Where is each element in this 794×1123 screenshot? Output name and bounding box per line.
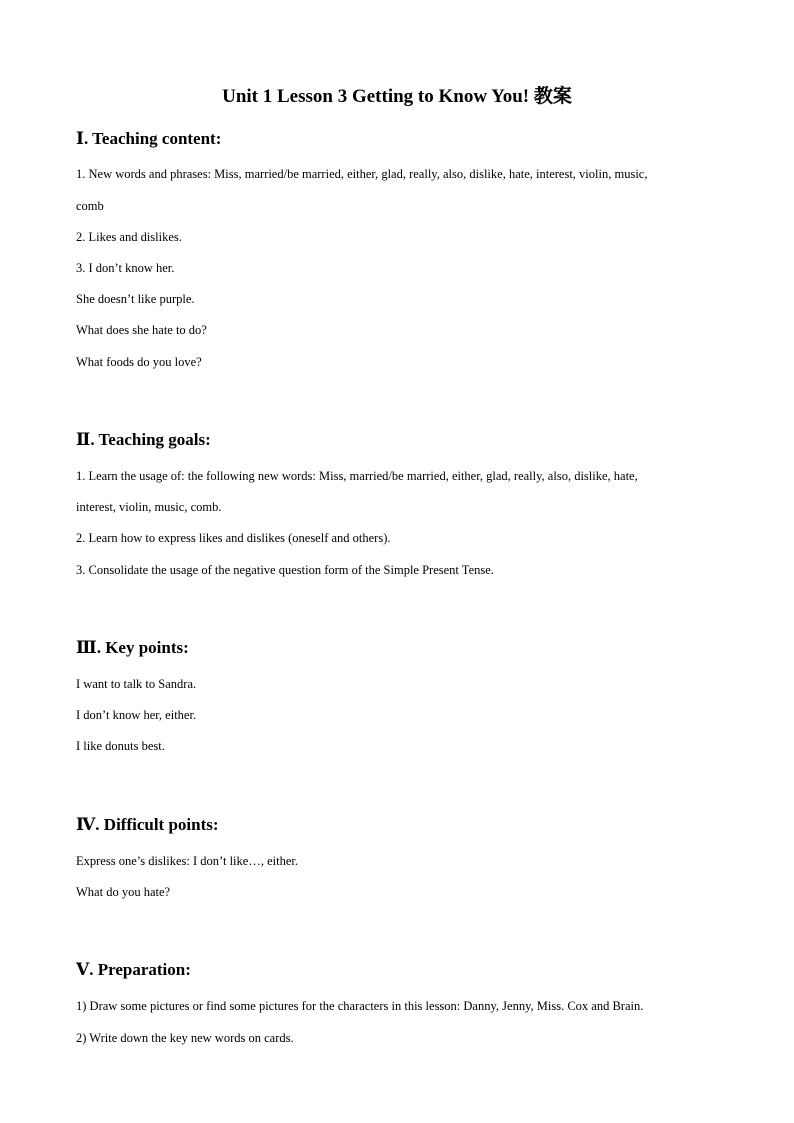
section-heading-teaching-content: Ⅰ. Teaching content:: [76, 129, 222, 148]
paragraph-line: 2) Write down the key new words on cards.: [76, 1031, 294, 1045]
paragraph-line: interest, violin, music, comb.: [76, 500, 222, 514]
paragraph-line: Express one’s dislikes: I don’t like…, either.: [76, 854, 298, 868]
paragraph-line: What do you hate?: [76, 885, 171, 899]
paragraph-line: What does she hate to do?: [76, 323, 207, 337]
paragraph-line: 1. New words and phrases: Miss, married/be married, either, glad, really, also, dislike, hate, interest, violin, music,: [76, 167, 648, 181]
paragraph-line: I don’t know her, either.: [76, 708, 197, 722]
page-title: Unit 1 Lesson 3 Getting to Know You! 教案: [222, 86, 572, 107]
paragraph-line: 2. Learn how to express likes and dislikes (oneself and others).: [76, 531, 391, 545]
paragraph-line: She doesn’t like purple.: [76, 292, 195, 306]
paragraph-line: What foods do you love?: [76, 355, 202, 369]
paragraph-line: 3. Consolidate the usage of the negative question form of the Simple Present Tense.: [76, 563, 494, 577]
paragraph-line: 3. I don’t know her.: [76, 261, 175, 275]
section-heading-preparation: Ⅴ. Preparation:: [76, 960, 191, 979]
paragraph-line: 2. Likes and dislikes.: [76, 230, 182, 244]
paragraph-line: I like donuts best.: [76, 739, 165, 753]
section-heading-teaching-goals: Ⅱ. Teaching goals:: [76, 430, 211, 449]
paragraph-line: I want to talk to Sandra.: [76, 677, 197, 691]
paragraph-line: comb: [76, 199, 104, 213]
section-heading-difficult-points: Ⅳ. Difficult points:: [76, 815, 219, 834]
section-heading-key-points: Ⅲ. Key points:: [76, 638, 189, 657]
paragraph-line: 1. Learn the usage of: the following new words: Miss, married/be married, either, glad, really, also, dislike, hate,: [76, 469, 638, 483]
paragraph-line: 1) Draw some pictures or find some pictures for the characters in this lesson: Danny, Jenny, Miss. Cox and Brain.: [76, 999, 644, 1013]
